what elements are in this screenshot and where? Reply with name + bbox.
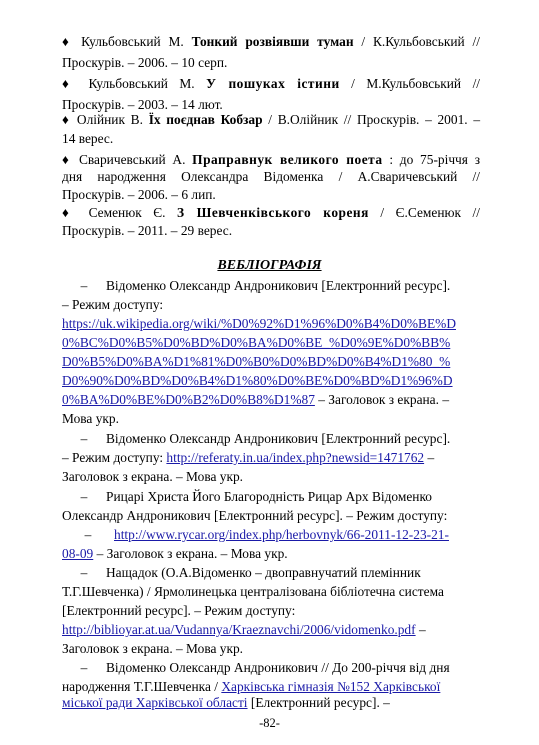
web-item-4-line-5: Заголовок з екрана. – Мова укр. xyxy=(62,641,244,656)
entry-3-line-2: 14 верес. xyxy=(62,131,114,146)
referaty-link[interactable]: http://referaty.in.ua/index.php?newsid=1471762 xyxy=(166,450,425,465)
entry-3-line-1: ♦ Олійник В. Їх поєднав Кобзар / В.Олійник // Проскурів. – 2001. – xyxy=(62,112,481,127)
wikipedia-link-cont[interactable]: D0%90%D0%BD%D0%B4%D1%80%D0%BE%D0%BD%D1%96%D xyxy=(62,373,453,388)
section-title: ВЕБЛІОГРАФІЯ xyxy=(217,258,322,273)
web-item-4-line-3: [Електронний ресурс]. – Режим доступу: xyxy=(62,603,296,618)
wikipedia-link[interactable]: https://uk.wikipedia.org/wiki/%D0%92%D1%96%D0%B4%D0%BE%D xyxy=(62,316,456,331)
wikipedia-link-cont[interactable]: 0%BC%D0%B5%D0%BD%D0%BA%D0%BE_%D0%9E%D0%BB% xyxy=(62,335,451,350)
web-item-3-line-3: – http://www.rycar.org/index.php/herbovnyk/66-2011-12-23-21- xyxy=(84,527,449,542)
web-item-1-url-1[interactable] xyxy=(62,316,456,332)
web-item-4-line-1: – Нащадок (О.А.Відоменко – двоправнучатий племінник xyxy=(80,565,421,580)
web-item-5-line-2: народження Т.Г.Шевченка / Харківська гімназія №152 Харківської xyxy=(62,679,441,694)
wikipedia-link-cont[interactable]: D0%B5%D0%BA%D1%81%D0%B0%D0%BD%D0%B4%D1%80_% xyxy=(62,354,451,369)
web-item-1-url-3[interactable] xyxy=(62,354,450,370)
web-item-1-line-1: – Відоменко Олександр Андроникович [Електронний ресурс]. xyxy=(80,278,451,293)
web-item-4-line-2: Т.Г.Шевченка) / Ярмолинецька централізована бібліотечна система xyxy=(62,584,444,599)
entry-1-line-1: ♦ Кульбовський М. Тонкий розвіявши туман / К.Кульбовський // xyxy=(62,34,480,49)
web-item-1-line-7: 0%BA%D0%BE%D0%B2%D0%B8%D1%87 – Заголовок з екрана. – xyxy=(62,392,450,407)
web-item-3-line-1: – Рицарі Христа Його Благородність Рицар Арх Відоменко xyxy=(80,489,432,504)
entry-1-line-2: Проскурів. – 2006. – 10 серп. xyxy=(62,55,228,70)
entry-2-line-2: Проскурів. – 2003. – 14 лют. xyxy=(62,97,223,112)
web-item-1-line-2: – Режим доступу: xyxy=(62,297,164,312)
web-item-2-line-3: Заголовок з екрана. – Мова укр. xyxy=(62,469,244,484)
web-item-5-line-3: міської ради Харківської області [Електронний ресурс]. – xyxy=(62,695,390,710)
entry-4-line-2: дня народження Олександра Відоменка / А.Сваричевський // xyxy=(62,169,480,184)
entry-4-line-1: ♦ Сваричевський А. Праправнук великого поета : до 75-річчя з xyxy=(62,152,480,167)
gymnasium-link[interactable]: Харківська гімназія №152 Харківської xyxy=(221,679,441,694)
web-item-4-line-4: http://biblioyar.at.ua/Vudannya/Kraeznavchi/2006/vidomenko.pdf – xyxy=(62,622,426,637)
web-item-3-line-2: Олександр Андроникович [Електронний ресурс]. – Режим доступу: xyxy=(62,508,448,523)
biblioyar-link[interactable]: http://biblioyar.at.ua/Vudannya/Kraeznavchi/2006/vidomenko.pdf xyxy=(62,622,416,637)
web-item-3-line-4: 08-09 – Заголовок з екрана. – Мова укр. xyxy=(62,546,288,561)
wikipedia-link-cont[interactable]: 0%BA%D0%BE%D0%B2%D0%B8%D1%87 xyxy=(62,392,315,407)
web-item-1-line-8: Мова укр. xyxy=(62,411,119,426)
web-item-2-line-1: – Відоменко Олександр Андроникович [Електронний ресурс]. xyxy=(80,431,451,446)
web-item-1-url-4[interactable] xyxy=(62,373,453,389)
entry-4-line-3: Проскурів. – 2006. – 6 лип. xyxy=(62,187,216,202)
rycar-link[interactable]: http://www.rycar.org/index.php/herbovnyk/66-2011-12-23-21- xyxy=(114,527,449,542)
page-number: -82- xyxy=(259,716,280,730)
entry-5-line-1: ♦ Семенюк Є. З Шевченківського кореня / Є.Семенюк // xyxy=(62,205,480,220)
web-item-1-url-2[interactable] xyxy=(62,335,450,351)
entry-2-line-1: ♦ Кульбовський М. У пошуках істини / М.Кульбовський // xyxy=(62,76,481,91)
rycar-link-cont[interactable]: 08-09 xyxy=(62,546,94,561)
entry-5-line-2: Проскурів. – 2011. – 29 верес. xyxy=(62,223,233,238)
gymnasium-link-cont[interactable]: міської ради Харківської області xyxy=(62,695,248,710)
web-item-2-line-2: – Режим доступу: http://referaty.in.ua/index.php?newsid=1471762 – xyxy=(62,450,435,465)
web-item-5-line-1: – Відоменко Олександр Андроникович // До 200-річчя від дня xyxy=(80,660,450,675)
